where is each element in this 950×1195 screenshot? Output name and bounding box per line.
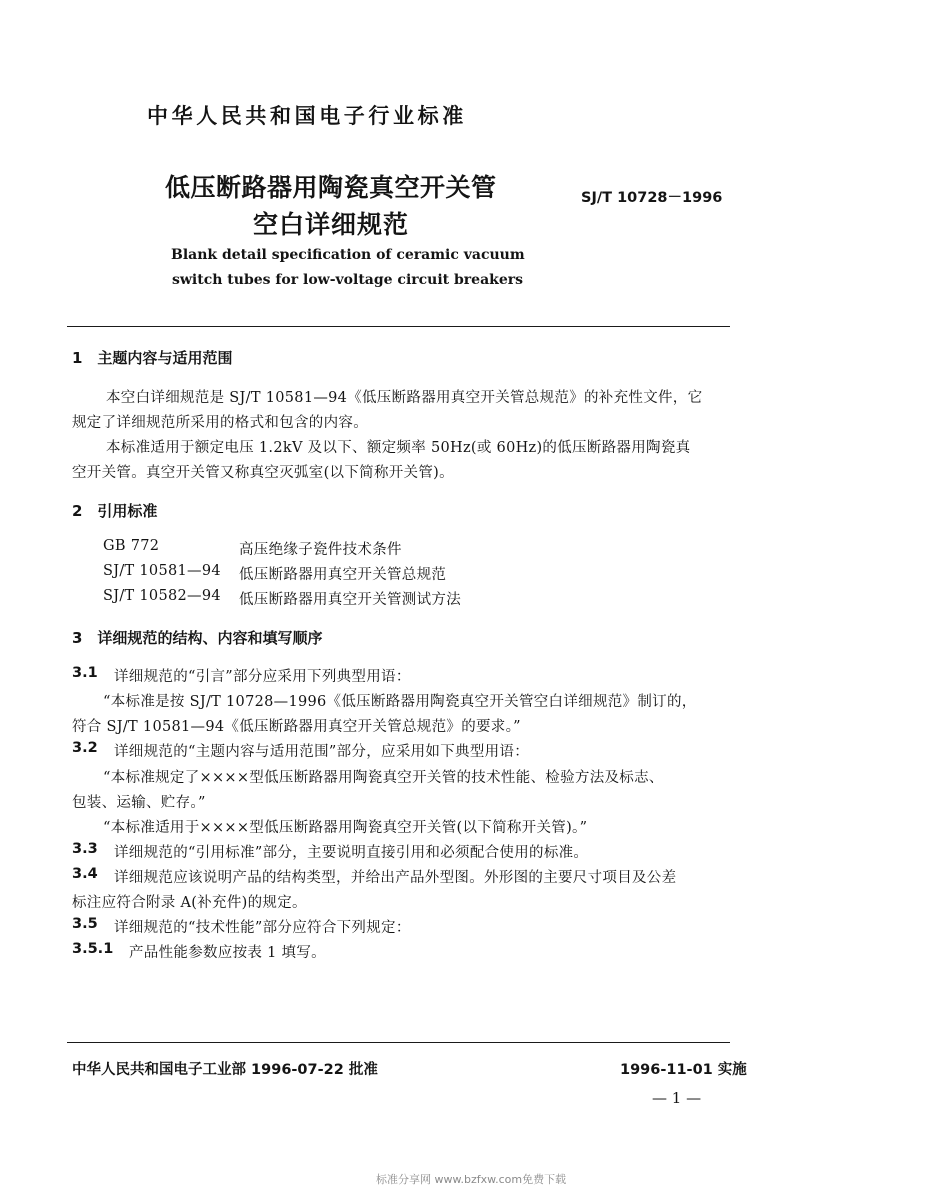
- section2-heading: 2 引用标准: [72, 502, 158, 520]
- reference-code: GB 772: [103, 538, 160, 554]
- clause-3-2-quote-line1: “本标准规定了××××型低压断路器用陶瓷真空开关管的技术性能、检验方法及标志、: [103, 770, 664, 786]
- section1-para1-line1: 本空白详细规范是 SJ/T 10581—94《低压断路器用真空开关管总规范》的补充性文件，它: [106, 390, 703, 406]
- clause-3-5-text: 详细规范的“技术性能”部分应符合下列规定：: [114, 920, 411, 936]
- clause-3-3-text: 详细规范的“引用标准”部分，主要说明直接引用和必须配合使用的标准。: [114, 845, 589, 861]
- reference-code: SJ/T 10581—94: [103, 563, 221, 579]
- clause-3-5-1-number: 3.5.1: [72, 941, 114, 957]
- clause-3-4-text-line2: 标注应符合附录 A(补充件)的规定。: [72, 895, 307, 911]
- clause-3-2-quote-line3: “本标准适用于××××型低压断路器用陶瓷真空开关管(以下简称开关管)。”: [103, 820, 588, 836]
- clause-3-1-number: 3.1: [72, 665, 98, 681]
- english-title-line1: Blank detail specification of ceramic vacuum: [171, 247, 525, 263]
- document-title-line1: 低压断路器用陶瓷真空开关管: [165, 173, 497, 202]
- reference-title: 低压断路器用真空开关管测试方法: [239, 592, 461, 608]
- approval-line: 中华人民共和国电子工业部 1996-07-22 批准: [72, 1062, 378, 1078]
- clause-3-4-number: 3.4: [72, 866, 98, 882]
- section1-heading: 1 主题内容与适用范围: [72, 349, 233, 367]
- section3-heading: 3 详细规范的结构、内容和填写顺序: [72, 629, 323, 647]
- clause-3-2-quote-line2: 包装、运输、贮存。”: [72, 795, 206, 811]
- reference-title: 高压绝缘子瓷件技术条件: [239, 542, 402, 558]
- clause-3-5-number: 3.5: [72, 916, 98, 932]
- implementation-date: 1996-11-01 实施: [620, 1062, 747, 1078]
- clause-3-3-number: 3.3: [72, 841, 98, 857]
- document-title-line2: 空白详细规范: [253, 210, 410, 239]
- clause-3-1-text: 详细规范的“引言”部分应采用下列典型用语：: [114, 669, 411, 685]
- section1-para2-line2: 空开关管。真空开关管又称真空灭弧室(以下简称开关管)。: [72, 465, 454, 481]
- english-title-line2: switch tubes for low-voltage circuit breakers: [172, 272, 524, 288]
- header-divider: [67, 326, 730, 327]
- reference-code: SJ/T 10582—94: [103, 588, 221, 604]
- standard-number: SJ/T 10728－1996: [581, 190, 723, 206]
- section1-para2-line1: 本标准适用于额定电压 1.2kV 及以下、额定频率 50Hz(或 60Hz)的低压断路器用陶瓷真: [106, 440, 691, 456]
- reference-title: 低压断路器用真空开关管总规范: [239, 567, 447, 583]
- clause-3-2-number: 3.2: [72, 740, 98, 756]
- footer-divider: [67, 1042, 730, 1043]
- section1-para1-line2: 规定了详细规范所采用的格式和包含的内容。: [72, 415, 368, 431]
- page-number: — 1 —: [652, 1089, 702, 1107]
- watermark: 标准分享网 www.bzfxw.com免费下载: [376, 1173, 567, 1186]
- industry-standard-title: 中华人民共和国电子行业标准: [147, 104, 467, 128]
- clause-3-5-1-text: 产品性能参数应按表 1 填写。: [129, 945, 326, 961]
- clause-3-2-text: 详细规范的“主题内容与适用范围”部分，应采用如下典型用语：: [114, 744, 530, 760]
- clause-3-1-quote-line2: 符合 SJ/T 10581—94《低压断路器用真空开关管总规范》的要求。”: [72, 719, 521, 735]
- clause-3-4-text: 详细规范应该说明产品的结构类型，并给出产品外型图。外形图的主要尺寸项目及公差: [114, 870, 677, 886]
- clause-3-1-quote-line1: “本标准是按 SJ/T 10728—1996《低压断路器用陶瓷真空开关管空白详细规范》制订的，: [103, 694, 697, 710]
